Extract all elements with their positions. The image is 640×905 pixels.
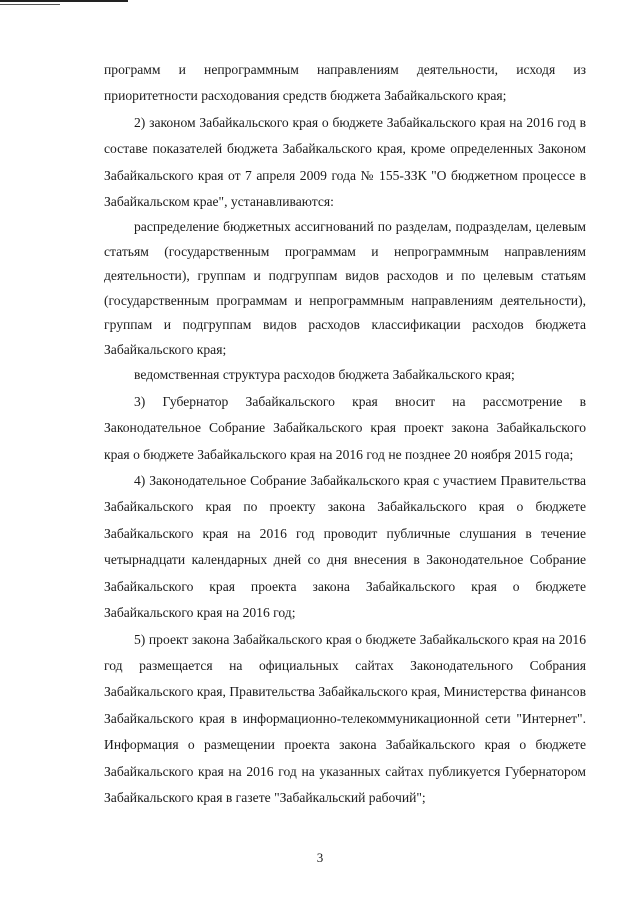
scan-artifact-line (0, 0, 128, 2)
document-body (104, 57, 586, 811)
paragraph: распределение бюджетных ассигнований по разделам, подразделам, целевым статьям (государственным программам и непрограммным направлениям деятельности), группам и подгруппам видов расходов и по целевым статьям (государственным программам и непрограммным направлениям деятельности), группам и подгруппам видов расходов классификации расходов бюджета Забайкальского края; (104, 219, 586, 357)
paragraph: программ и непрограммным направлениям деятельности, исходя из приоритетности расходования средств бюджета Забайкальского края; (104, 62, 586, 104)
scan-artifact-line (0, 4, 60, 5)
paragraph: ведомственная структура расходов бюджета Забайкальского края; (134, 367, 515, 383)
paragraph: 4) Законодательное Собрание Забайкальского края с участием Правительства Забайкальского края по проекту закона Забайкальского края о бюджете Забайкальского края на 2016 год проводит публичные слушания в течение четырнадцати календарных дней со дня внесения в Законодательное Собрание Забайкальского края проекта закона Забайкальского края о бюджете Забайкальского края на 2016 год; (104, 473, 586, 621)
paragraph: 3) Губернатор Забайкальского края вносит на рассмотрение в Законодательное Собрание Забайкальского края проект закона Забайкальского края о бюджете Забайкальского края на 2016 год не позднее 20 ноября 2015 года; (104, 393, 586, 462)
page-number: 3 (316, 850, 324, 865)
paragraph: 5) проект закона Забайкальского края о бюджете Забайкальского края на 2016 год размещается на официальных сайтах Законодательного Собрания Забайкальского края, Правительства Забайкальского края, Министерства финансов Забайкальского края в информационно-телекоммуникационной сети "Интернет". Информация о размещении проекта закона Забайкальского края о бюджете Забайкальского края на 2016 год на указанных сайтах публикуется Губернатором Забайкальского края в газете "Забайкальский рабочий"; (104, 631, 586, 805)
paragraph: 2) законом Забайкальского края о бюджете Забайкальского края на 2016 год в составе показателей бюджета Забайкальского края, кроме определенных Законом Забайкальского края от 7 апреля 2009 года № 155-ЗЗК "О бюджетном процессе в Забайкальском крае", устанавливаются: (104, 114, 586, 210)
